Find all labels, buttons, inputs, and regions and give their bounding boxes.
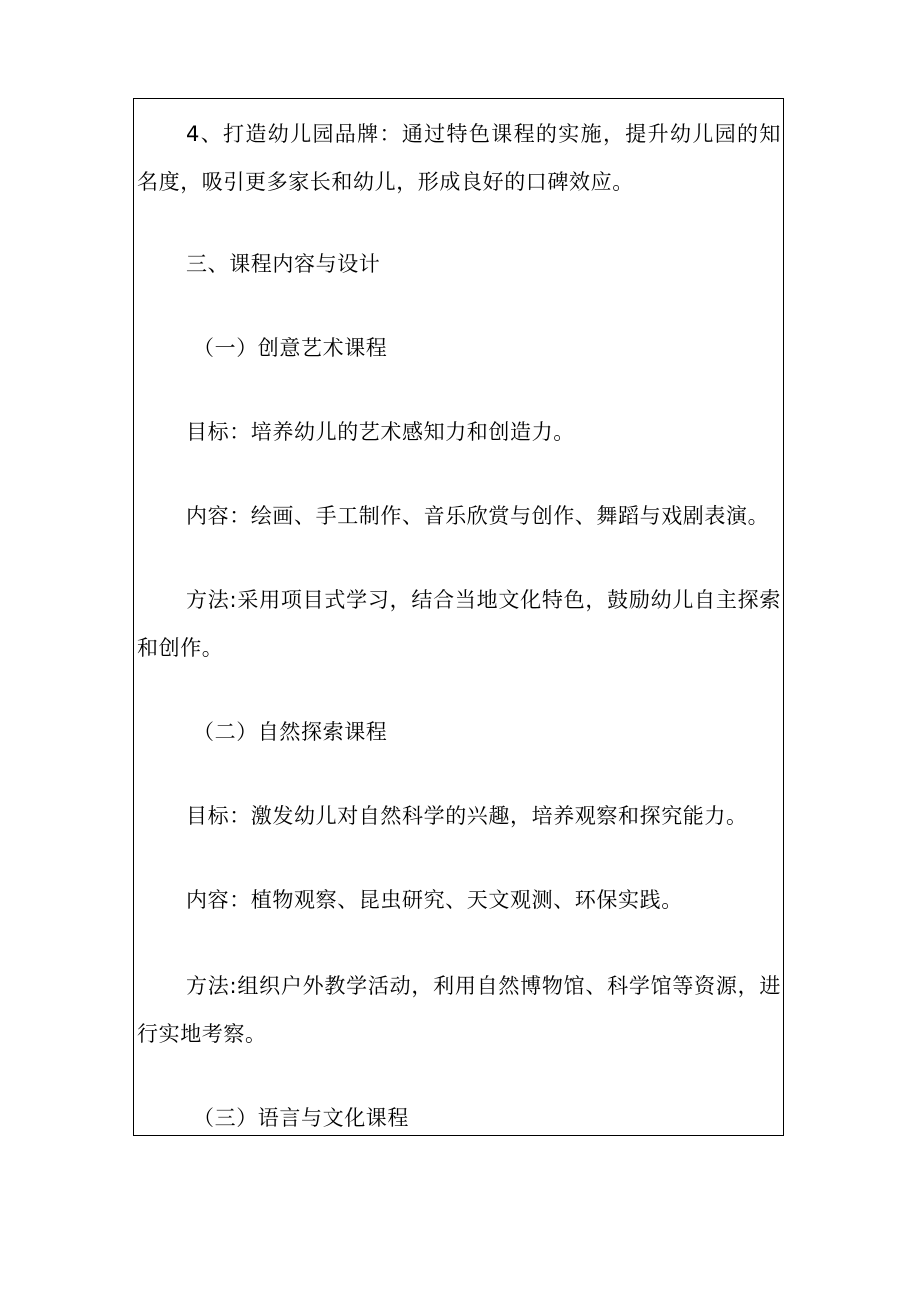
subsection-heading-nature-exploration: （二）自然探索课程 [193, 720, 388, 744]
paragraph-art-method: 方法:采用项目式学习，结合当地文化特色，鼓励幼儿自主探索和创作。 [137, 588, 781, 660]
paragraph-nature-method: 方法:组织户外教学活动，利用自然博物馆、科学馆等资源，进行实地考察。 [137, 974, 781, 1046]
paragraph-nature-goal: 目标：激发幼儿对自然科学的兴趣，培养观察和探究能力。 [186, 804, 748, 828]
paragraph-nature-content: 内容：植物观察、昆虫研究、天文观测、环保实践。 [186, 888, 683, 912]
paragraph-brand-goal: 4、打造幼儿园品牌：通过特色课程的实施，提升幼儿园的知名度，吸引更多家长和幼儿，形成良好的口碑效应。 [137, 122, 781, 194]
subsection-heading-language-culture: （三）语言与文化课程 [193, 1106, 409, 1130]
section-heading-course-content: 三、课程内容与设计 [186, 252, 381, 276]
subsection-heading-creative-art: （一）创意艺术课程 [193, 336, 388, 360]
paragraph-art-content: 内容：绘画、手工制作、音乐欣赏与创作、舞蹈与戏剧表演。 [186, 504, 770, 528]
paragraph-art-goal: 目标：培养幼儿的艺术感知力和创造力。 [186, 420, 575, 444]
